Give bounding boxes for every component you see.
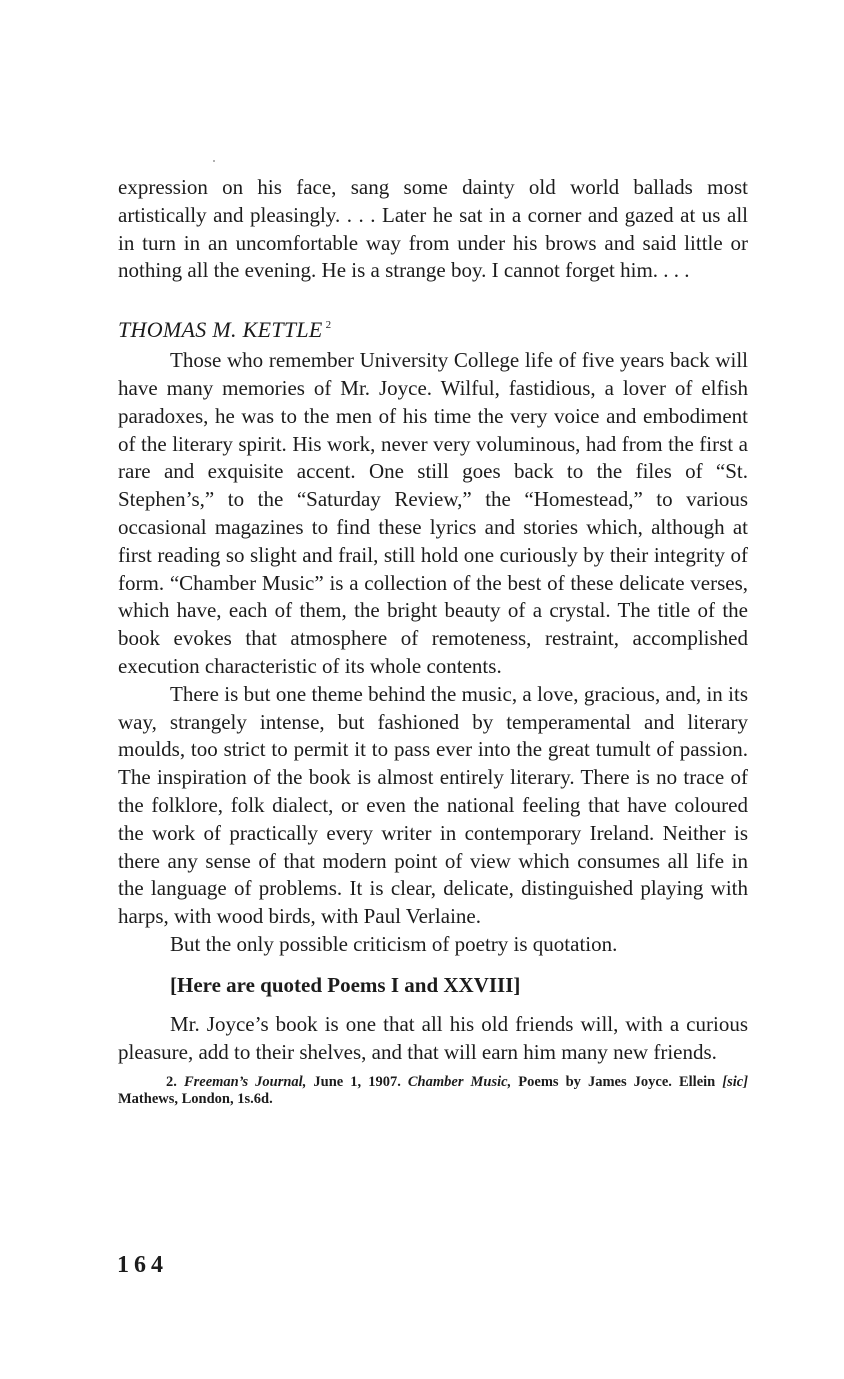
quoted-poems-note: [Here are quoted Poems I and XXVIII] [170,972,521,997]
footnote-source: Freeman’s Journal, [183,1074,307,1091]
opening-paragraph: expression on his face, sang some dainty old world ballads most artistically and pleasingly. . . . Later he sat in a corner and gazed at us all in turn in an uncomfortable way from under his brows and said little or nothing all the evening. He is a strange boy. I cannot forget him. . . . [118,175,748,283]
section-heading [118,317,748,343]
body-paragraph-3: But the only possible criticism of poetry is quotation. [170,931,618,956]
footnote-publisher: Mathews, London, 1s.6d. [118,1091,273,1108]
body-paragraph-1: Those who remember University College life of five years back will have many memories of Mr. Joyce. Wilful, fastidious, a lover of elfish paradoxes, he was to the men of his time the very voice and embodiment of the literary spirit. His work, never very voluminous, had from the first a rare and exquisite accent. One still goes back to the files of “St. Stephen’s,” to the “Saturday Review,” the “Homestead,” to various occasional magazines to find these lyrics and stories which, although at first reading so slight and frail, still hold one curiously by their integrity of form. “Chamber Music” is a collection of the best of these delicate verses, which have, each of them, the bright beauty of a crystal. The title of the book evokes that atmosphere of remoteness, restraint, accomplished execution characteristic of its whole contents. [118,348,748,678]
footnote [118,1074,748,1108]
body-paragraph-2: There is but one theme behind the music, a love, gracious, and, in its way, strangely intense, but fashioned by temperamental and literary moulds, too strict to permit it to pass ever into the great tumult of passion. The inspiration of the book is almost entirely literary. There is no trace of the folklore, folk dialect, or even the national feeling that have coloured the work of practically every writer in contemporary Ireland. Neither is there any sense of that modern point of view which consumes all life in the language of problems. It is clear, delicate, distinguished playing with harps, with wood birds, with Paul Verlaine. [118,681,748,929]
page-number: 164 [117,1252,168,1278]
footnote-marker: 2 [325,319,332,332]
footnote-rest: Poems by James Joyce. Ellein [518,1074,716,1091]
page-body [118,174,748,1108]
section-heading-text: THOMAS M. KETTLE [118,317,323,343]
footnote-sic: [sic] [722,1074,749,1091]
footnote-date: June 1, 1907. [313,1074,401,1091]
footnote-number: 2. [166,1074,177,1091]
print-speck [213,160,215,162]
footnote-title: Chamber Music, [407,1074,512,1091]
closing-paragraph: Mr. Joyce’s book is one that all his old friends will, with a curious pleasure, add to their shelves, and that will earn him many new friends. [118,1011,748,1064]
